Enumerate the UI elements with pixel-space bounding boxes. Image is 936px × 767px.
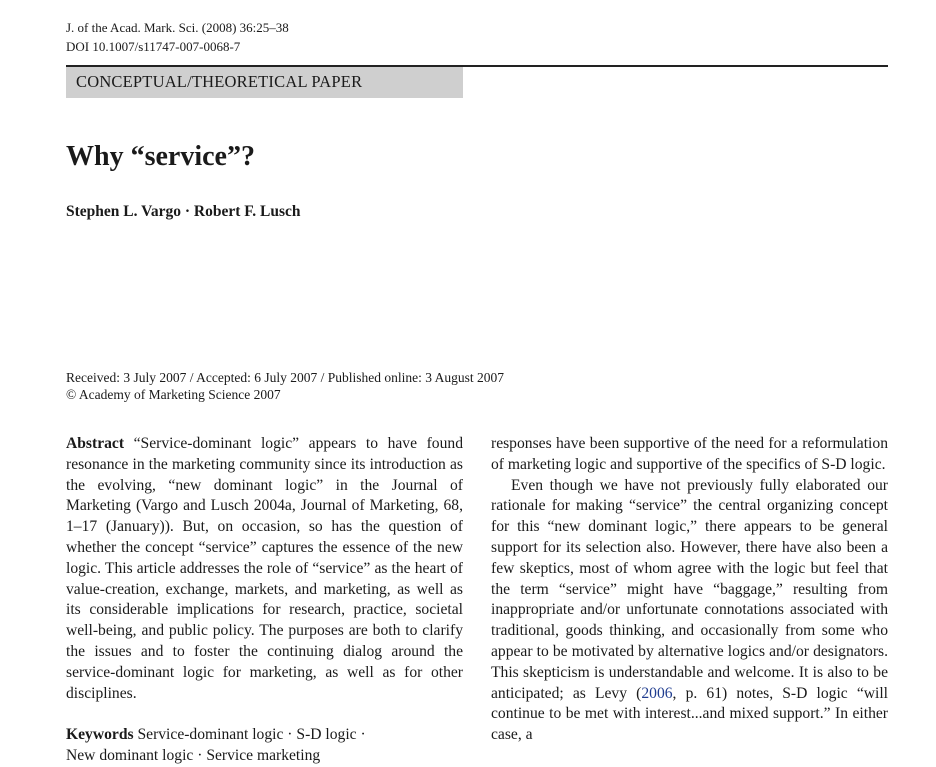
body-paragraph-1: responses have been supportive of the need for a reformulation of marketing logic and supportive of the specifics of S-D logic. [491,435,888,473]
keywords-line1: Service-dominant logic · S-D logic · [133,726,366,744]
abstract-label: Abstract [66,435,125,452]
body-paragraph-2 [491,476,888,746]
keywords [66,725,463,767]
copyright: © Academy of Marketing Science 2007 [66,387,281,402]
para2-text-cont: , p. 61) notes, S-D logic “will continue to be met with interest...and mixed support.” In either case, a [491,684,889,744]
citation-link-levy-2006[interactable]: 2006 [641,684,673,702]
abstract [66,434,463,704]
keywords-label: Keywords [66,726,134,744]
publication-dates [66,369,504,403]
authors: Stephen L. Vargo · Robert F. Lusch [66,203,301,220]
journal-citation: J. of the Acad. Mark. Sci. (2008) 36:25–38 [66,20,289,35]
keywords-line2: New dominant logic · Service marketing [66,747,321,765]
left-column [66,434,463,767]
doi: DOI 10.1007/s11747-007-0068-7 [66,39,241,54]
history-dates: Received: 3 July 2007 / Accepted: 6 July 2007 / Published online: 3 August 2007 [66,370,504,385]
paper-title: Why “service”? [66,141,255,172]
journal-header [66,18,289,56]
right-column [491,434,888,746]
para2-text: Even though we have not previously fully elaborated our rationale for making “service” the central organizing concept for this “new dominant logic,” there appears to be general support for its selection also. However, there have also been a few skeptics, most of whom agree with the logic but feel that the term “service” might have “baggage,” resulting from inappropriate and/or unfortunate connotations associated with traditional, goods thinking, and occasionally from some who appear to be motivated by alternative logics and/or designators. This skepticism is understandable and welcome. It is also to be anticipated; as Levy ( [491,476,888,702]
abstract-text: “Service-dominant logic” appears to have found resonance in the marketing community since its introduction as the evolving, “new dominant logic” in the Journal of Marketing (Vargo and Lusch 2004a, Journal of Marketing, 68, 1–17 (January)). But, on occasion, so has the question of whether the concept “service” captures the essence of the new logic. This article addresses the role of “service” as the heart of value-creation, exchange, markets, and marketing, as well as its considerable implications for research, practice, societal well-being, and public policy. The purposes are both to clarify the issues and to foster the continuing dialog around the service-dominant logic for marketing, as well as for other disciplines. [66,435,463,702]
paper-type-banner: CONCEPTUAL/THEORETICAL PAPER [66,67,463,98]
